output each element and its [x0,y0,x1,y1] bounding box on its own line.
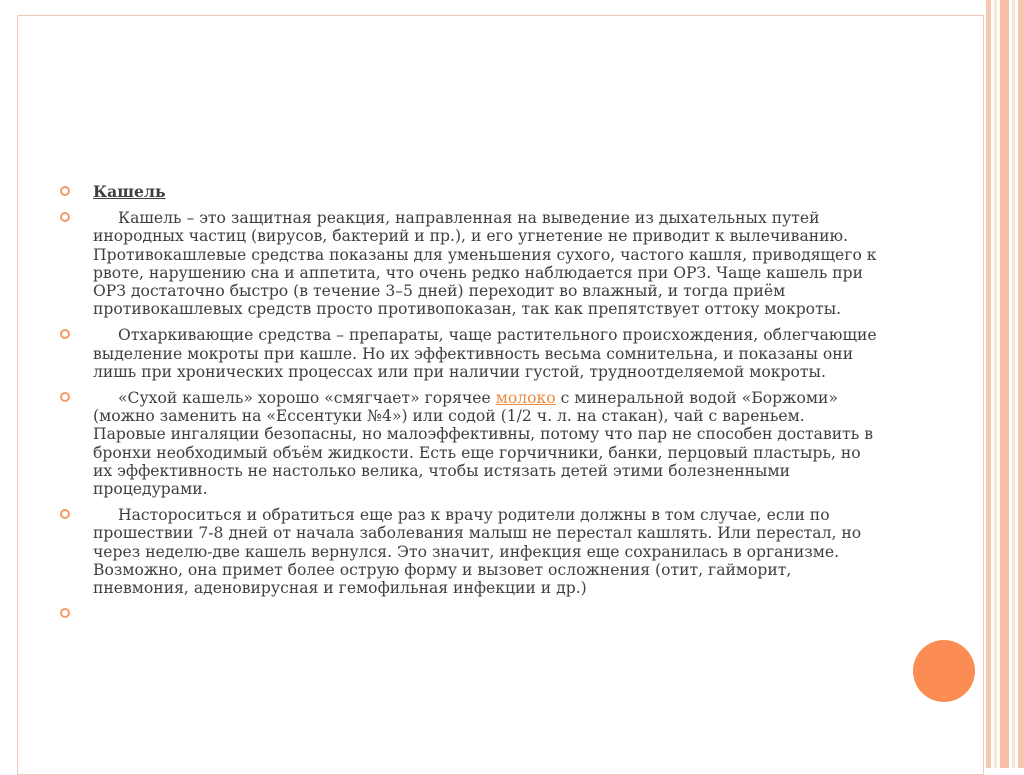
milk-link[interactable]: молоко [495,389,556,408]
paragraph-dry-cough [93,389,880,498]
stripe [986,0,991,768]
circle-bullet-icon [60,392,70,402]
list-item [60,506,880,597]
paragraph-doctor-visit: Настороситься и обратиться еще раз к врачу родители должны в том случае, если по прошествии 7-8 дней от начала заболевания малыш не перестал кашлять. Или перестал, но через неделю-две кашель вернулся. Это значит, инфекция еще сохранилась в организме. Возможно, она примет более острую форму и вызовет осложнения (отит, гайморит, пневмония, аденовирусная и гемофильная инфекции и др.) [93,506,862,598]
list-item [60,209,880,318]
circle-bullet-icon [60,186,70,196]
paragraph-text: с минеральной водой «Боржоми» (можно заменить на «Ессентуки №4») или содой (1/2 ч. л. на стакан), чай с вареньем. Паровые ингаляции безопасны, но малоэффективны, потому что пар не способен доставить в бронхи необходимый объём жидкости. Есть еще горчичники, банки, перцовый пластырь, но их эффективность не настолько велика, чтобы истязать детей этими болезненными процедурами. [93,389,873,499]
circle-bullet-icon [60,608,70,618]
paragraph-expectorants: Отхаркивающие средства – препараты, чаще растительного происхождения, облегчающие выделение мокроты при кашле. Но их эффективность весьма сомнительна, и показаны они лишь при хронических процессах или при наличии густой, трудноотделяемой мокроты. [93,326,877,381]
slide-body [60,183,880,623]
list-item [60,389,880,498]
list-item-empty [60,605,880,623]
stripe [1000,0,1009,768]
circle-bullet-icon [60,509,70,519]
decorative-stripes [986,0,1024,768]
list-item [60,326,880,381]
list-item [60,183,880,201]
paragraph-cough: Кашель – это защитная реакция, направленная на выведение из дыхательных путей инородных частиц (вирусов, бактерий и пр.), и его угнетение не приводит к вылечиванию. Противокашлевые средства показаны для уменьшения сухого, частого кашля, приводящего к рвоте, нарушению сна и аппетита, что очень редко наблюдается при ОРЗ. Чаще кашель при ОРЗ достаточно быстро (в течение 3–5 дней) переходит во влажный, и тогда приём противокашлевых средств просто противопоказан, так как препятствует оттоку мокроты. [93,209,877,319]
decorative-circle [913,640,975,702]
circle-bullet-icon [60,212,70,222]
paragraph-text: «Сухой кашель» хорошо «смягчает» горячее [118,389,496,408]
slide-heading: Кашель [93,182,166,201]
circle-bullet-icon [60,329,70,339]
stripe [994,0,997,768]
stripe [1012,0,1015,768]
stripe [1018,0,1024,768]
